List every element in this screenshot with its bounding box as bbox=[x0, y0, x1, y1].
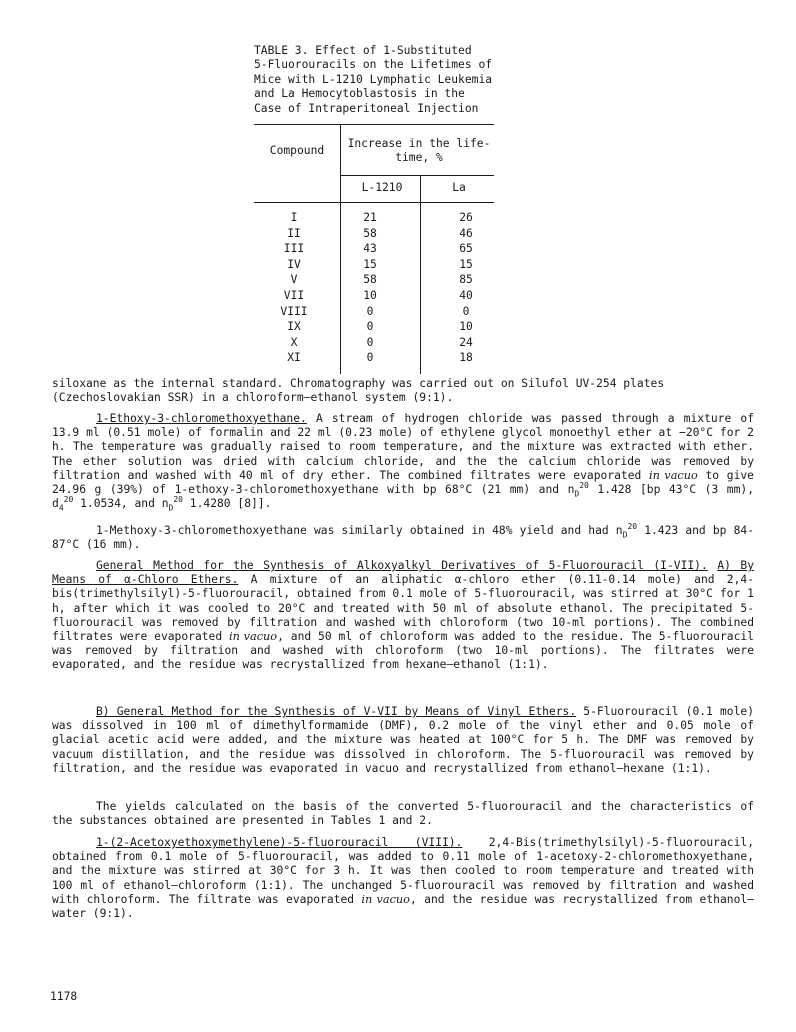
col-header-la: La bbox=[452, 181, 466, 194]
paragraph-4-text-b: , and 50 ml of chloroform was added to the residue. The 5-fluorouracil was removed by filtration and washed with chloroform (two 10-ml portions). The filtrates were evaporated, and the residue was recrystallized from hexane—ethanol (1:1). bbox=[52, 630, 754, 672]
heading-general-method: General Method for the Synthesis of Alkoxyalkyl Derivatives of 5-Fluorouracil (I-VII). bbox=[96, 559, 708, 572]
cell-l1210: 58 bbox=[363, 226, 377, 240]
col-header-compound: Compound bbox=[269, 144, 325, 157]
paragraph-7 bbox=[52, 836, 754, 921]
cell-compound: III bbox=[283, 242, 305, 256]
paragraph-2-nd1: 1.428 [bp 43°C (3 mm), d bbox=[52, 483, 754, 511]
cell-la: 85 bbox=[459, 273, 473, 287]
table-caption: TABLE 3. Effect of 1-Substituted 5-Fluorouracils on the Lifetimes of Mice with L-1210 Lymphatic Leukemia and La Hemocytoblastosis in the Case of Intraperitoneal Injection bbox=[254, 44, 493, 115]
subheading-chloro-ethers: A) By Means of α-Chloro Ethers. bbox=[52, 559, 754, 587]
cell-la: 26 bbox=[459, 211, 473, 224]
paragraph-4-text-a: A mixture of an aliphatic α-chloro ether (0.11-0.14 mole) and 2,4-bis(trimethylsilyl)-5-fluorouracil, obtained from 0.1 mole of 5-fluorouracil, was stirred at 30°C for 1 h, after which it was cooled to 20°C and treated with 50 ml of absolute ethanol. The precipitated 5-fluorouracil was removed by filtration and washed with chloroform (two 10-ml portions). The combined filtrates were evaporated bbox=[52, 573, 755, 644]
italic-in-vacuo: in vacuo bbox=[229, 630, 278, 644]
paragraph-1-line-1: siloxane as the internal standard. Chromatography was carried out on Silufol UV-254 plates bbox=[52, 377, 665, 390]
italic-in-vacuo: in vacuo bbox=[648, 468, 698, 482]
cell-compound: V bbox=[290, 273, 298, 287]
table-header-rule bbox=[254, 202, 494, 203]
paragraph-7-text-b: , and the residue was recrystallized from ethanol—water (9:1). bbox=[52, 892, 754, 921]
paragraph-2-nd3: 1.4280 [8]]. bbox=[189, 497, 272, 511]
paragraph-5-text: 5-Fluorouracil (0.1 mole) was dissolved in 100 ml of dimethylformamide (DMF), 0.2 mole of the vinyl ether and 0.05 mole of glacial acetic acid were added, and the mixture was heated at 100°C for 5 h. The DMF was removed by vacuum distillation, and the residue was dissolved in chloroform. The 5-fluorouracil was removed by filtration, and the residue was evaporated in vacuo and recrystallized from ethanol—hexane (1:1). bbox=[52, 705, 755, 775]
paragraph-2: 1-Ethoxy-3-chloromethoxyethane. A stream of hydrogen chloride was passed through a mixture of 13.9 ml (0.51 mole) of formalin and 22 ml (0.23 mole) of ethylene glycol monoethyl ether at −20°C for 2 h. The temperature was gradually raised to room temperature, and the mixture was extracted with ether. The ether solution was dried with calcium chloride, and the the calcium chloride was removed by filtration and washed with 40 ml of dry ether. The combined filtrates were evaporated in vacuo to give 24.96 g (39%) of 1-ethoxy-3-chloromethoxyethane with bp 68°C (21 mm) and $n_D^{20}$ 1.428 [bp 43°C (3 mm), $d_4^{20}$ 1.0534, and $n_D^{20}$ 1.4280 [8]]. bbox=[52, 412, 754, 513]
cell-l1210: 0 bbox=[366, 320, 374, 334]
cell-la: 0 bbox=[462, 304, 470, 318]
paragraph-1 bbox=[52, 377, 754, 405]
col-header-l1210: L-1210 bbox=[361, 181, 403, 194]
cell-l1210: 0 bbox=[366, 335, 374, 349]
cell-compound: IX bbox=[287, 320, 301, 334]
cell-la: 10 bbox=[459, 320, 473, 334]
cell-la: 24 bbox=[459, 335, 473, 349]
cell-l1210: 15 bbox=[363, 257, 377, 271]
heading-vinyl-ethers: B) General Method for the Synthesis of V-VII by Means of Vinyl Ethers. bbox=[96, 705, 577, 718]
cell-l1210: 43 bbox=[363, 242, 377, 256]
paragraph-3: 1-Methoxy-3-chloromethoxyethane was similarly obtained in 48% yield and had $n_D^{20}$ 1.423 and bp 84-87°C (16 mm). bbox=[52, 522, 754, 552]
cell-compound: II bbox=[287, 226, 301, 240]
cell-l1210: 0 bbox=[366, 304, 374, 318]
cell-l1210: 10 bbox=[363, 289, 377, 302]
cell-compound: VIII bbox=[280, 304, 308, 318]
paragraph-1-line-2: (Czechoslovakian SSR) in a chloroform—ethanol system (9:1). bbox=[52, 391, 454, 405]
paragraph-3-text-a: 1-Methoxy-3-chloromethoxyethane was similarly obtained in 48% yield and had n bbox=[96, 524, 623, 537]
cell-la: 40 bbox=[459, 289, 473, 302]
paragraph-2-nd2: 1.0534, and n bbox=[80, 497, 169, 511]
paragraph-2-text-a: A stream of hydrogen chloride was passed through a mixture of 13.9 ml (0.51 mole) of formalin and 22 ml (0.23 mole) of ethylene glycol monoethyl ether at −20°C for 2 h. The temperature was gradually raised to room temperature, and the mixture was extracted with ether. The ether solution was dried with calcium chloride, and the the calcium chloride was removed by filtration and washed with 40 ml of dry ether. The combined filtrates were evaporated bbox=[52, 412, 754, 482]
heading-acetoxy: 1-(2-Acetoxyethoxymethylene)-5-fluorouracil (VIII). bbox=[96, 836, 463, 849]
cell-l1210: 0 bbox=[366, 351, 374, 365]
cell-compound: XI bbox=[287, 351, 301, 365]
paragraph-6 bbox=[52, 800, 754, 828]
page-number: 1178 bbox=[50, 990, 78, 1003]
col-header-increase: Increase in the life- time, % bbox=[347, 137, 491, 165]
table-top-rule bbox=[254, 124, 494, 125]
cell-la: 46 bbox=[459, 226, 473, 240]
cell-compound: X bbox=[290, 335, 298, 349]
paragraph-5 bbox=[52, 705, 754, 776]
heading-ethoxy: 1-Ethoxy-3-chloromethoxyethane. bbox=[96, 412, 307, 425]
paragraph-2-text-b: to give 24.96 g (39%) of 1-ethoxy-3-chloromethoxyethane with bp 68°C (21 mm) and n bbox=[52, 468, 754, 497]
cell-la: 65 bbox=[459, 242, 473, 256]
cell-compound: I bbox=[290, 211, 298, 224]
paragraph-6-text: The yields calculated on the basis of the converted 5-fluorouracil and the characteristics of the substances obtained are presented in Tables 1 and 2. bbox=[52, 800, 754, 828]
cell-compound: IV bbox=[287, 257, 301, 271]
cell-la: 18 bbox=[459, 351, 473, 365]
paragraph-7-text-a: 2,4-Bis(trimethylsilyl)-5-fluorouracil, obtained from 0.1 mole of 5-fluorouracil, was added to 0.11 mole of 1-acetoxy-2-chloromethoxyethane, and the mixture was stirred at 30°C for 3 h. It was then cooled to room temperature and treated with 100 ml of ethanol—chloroform (1:1). The unchanged 5-fluorouracil was removed by filtration and washed with chloroform. The filtrate was evaporated bbox=[52, 836, 754, 906]
table-subheader-rule bbox=[340, 175, 494, 176]
cell-l1210: 21 bbox=[363, 211, 377, 224]
cell-la: 15 bbox=[459, 257, 473, 271]
italic-in-vacuo: in vacuo bbox=[361, 892, 410, 906]
paragraph-3-text-b: 1.423 and bp 84-87°C (16 mm). bbox=[52, 524, 754, 552]
paragraph-4 bbox=[52, 559, 754, 673]
cell-compound: VII bbox=[283, 289, 305, 302]
table-column-rule bbox=[420, 175, 421, 374]
cell-l1210: 58 bbox=[363, 273, 377, 287]
